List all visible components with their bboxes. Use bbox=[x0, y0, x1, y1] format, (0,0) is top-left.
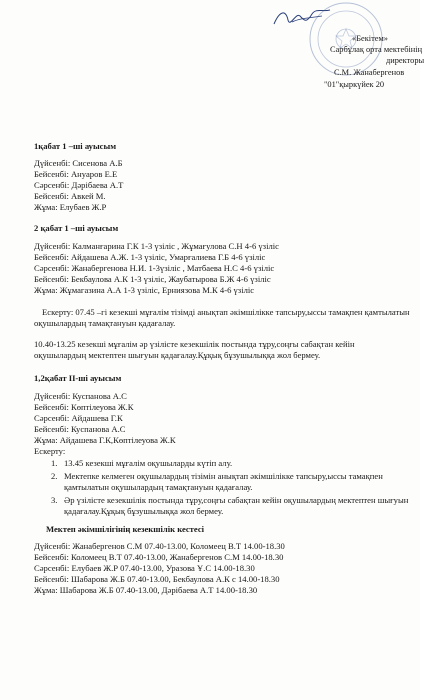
admin-row: Дүйсенбі: Жанабергенов С.М 07.40-13.00, Коломеец В.Т 14.00-18.30 bbox=[34, 541, 285, 551]
section1-row: Сәрсенбі: Дәрібаева А.Т bbox=[34, 180, 124, 190]
section2-row: Жұма: Жұмагазина А.А 1-3 үзіліс, Ерниязова М.К 4-6 үзіліс bbox=[34, 285, 255, 295]
approval-position: директоры bbox=[386, 56, 424, 65]
approval-title: «Бекітем» bbox=[352, 34, 388, 43]
section2-row: Бейсенбі: Бекбаулова А.К 1-3 үзіліс, Жаубатырова Б.Ж 4-6 үзіліс bbox=[34, 274, 271, 284]
section3-note-label: Ескерту: bbox=[34, 446, 66, 456]
section3-row: Дүйсенбі: Куспанова А.С bbox=[34, 391, 127, 401]
note1-line: оқушылардың тамақтануын қадағалау. bbox=[34, 318, 176, 328]
list-item-text: Мектепке келмеген оқушылардың тізімін анықтап әкімшілікке тапсыру,ыссы тамақпен bbox=[64, 471, 383, 481]
section2-row: Сәрсенбі: Жанабергенова Н.И. 1-3үзіліс , Матбаева Н.С 4-6 үзіліс bbox=[34, 263, 275, 273]
admin-heading: Мектеп әкімшілігінің кезекшілік кестесі bbox=[46, 524, 205, 534]
note2-line: оқушылардың мектептен шығуын қадағалау.Құқық бұзушылыққа жол бермеу. bbox=[34, 350, 321, 360]
list-item-text: қамтылатын оқушылардың тамақтануын қадағалау. bbox=[64, 482, 253, 492]
admin-row: Жұма: Шабарова Ж.Б 07.40-13.00, Дәрібаева А.Т 14.00-18.30 bbox=[34, 585, 258, 595]
admin-row: Сәрсенбі: Елубаев Ж.Р 07.40-13.00, Уразова Ұ.С 14.00-18.30 bbox=[34, 563, 255, 573]
signature bbox=[270, 4, 340, 30]
approval-director-name: С.М. Жанабергенов bbox=[334, 68, 405, 77]
section1-row: Дүйсенбі: Сисенова А.Б bbox=[34, 158, 123, 168]
section3-row: Жұма: Айдашева Г.К,Көптілеуова Ж.К bbox=[34, 435, 176, 445]
list-item-text: 13.45 кезекші мұғалім оқушыларды күтіп алу. bbox=[64, 458, 233, 468]
section3-row: Бейсенбі: Көптілеуова Ж.К bbox=[34, 402, 134, 412]
list-item-number: 2. bbox=[51, 471, 58, 481]
note1-line: Ескерту: 07.45 –гі кезекші мұғалім тізімді анықтап әкімшілікке тапсыру,ыссы тамақпен қамтылатын bbox=[42, 307, 410, 317]
admin-row: Бейсенбі: Коломеец В.Т 07.40-13.00, Жанабергенов С.М 14.00-18.30 bbox=[34, 552, 284, 562]
section1-row: Жұма: Елубаев Ж.Р bbox=[34, 202, 107, 212]
list-item-text: Әр үзілісте кезекшілік постында тұру,соңғы сабақтан кейін оқушылардың мектептен шығуын bbox=[64, 495, 409, 505]
section2-heading: 2 қабат 1 –ші ауысым bbox=[34, 223, 119, 233]
section3-row: Бейсенбі: Куспанова А.С bbox=[34, 424, 126, 434]
section2-row: Бейсенбі: Айдашева А.Ж. 1-3 үзіліс, Умарғалиева Г.Б 4-6 үзіліс bbox=[34, 252, 266, 262]
section3-heading: 1,2қабат ІІ-ші ауысым bbox=[34, 373, 122, 383]
admin-row: Бейсенбі: Шабарова Ж.Б 07.40-13.00, Бекбаулова А.К с 14.00-18.30 bbox=[34, 574, 280, 584]
section1-heading: 1қабат 1 –ші ауысым bbox=[34, 141, 117, 151]
approval-school: Сарбұлақ орта мектебінің bbox=[330, 45, 423, 54]
list-item-text: қадағалау.Құқық бұзушылыққа жол бермеу. bbox=[64, 506, 224, 516]
list-item-number: 3. bbox=[51, 495, 58, 505]
list-item-number: 1. bbox=[51, 458, 58, 468]
section2-row: Дүйсенбі: Калманғарина Г.К 1-3 үзіліс , Жұмағулова С.Н 4-6 үзіліс bbox=[34, 241, 279, 251]
section1-row: Бейсенбі: Ануаров Е.Е bbox=[34, 169, 118, 179]
section1-row: Бейсенбі: Авкей М. bbox=[34, 191, 106, 201]
note2-line: 10.40-13.25 кезекші мұғалім әр үзілісте кезекшілік постында тұру,соңғы сабақтан кейін bbox=[34, 339, 355, 349]
approval-date: "01"қыркүйек 20 bbox=[324, 80, 385, 89]
section3-row: Сәрсенбі: Айдашева Г.К bbox=[34, 413, 123, 423]
